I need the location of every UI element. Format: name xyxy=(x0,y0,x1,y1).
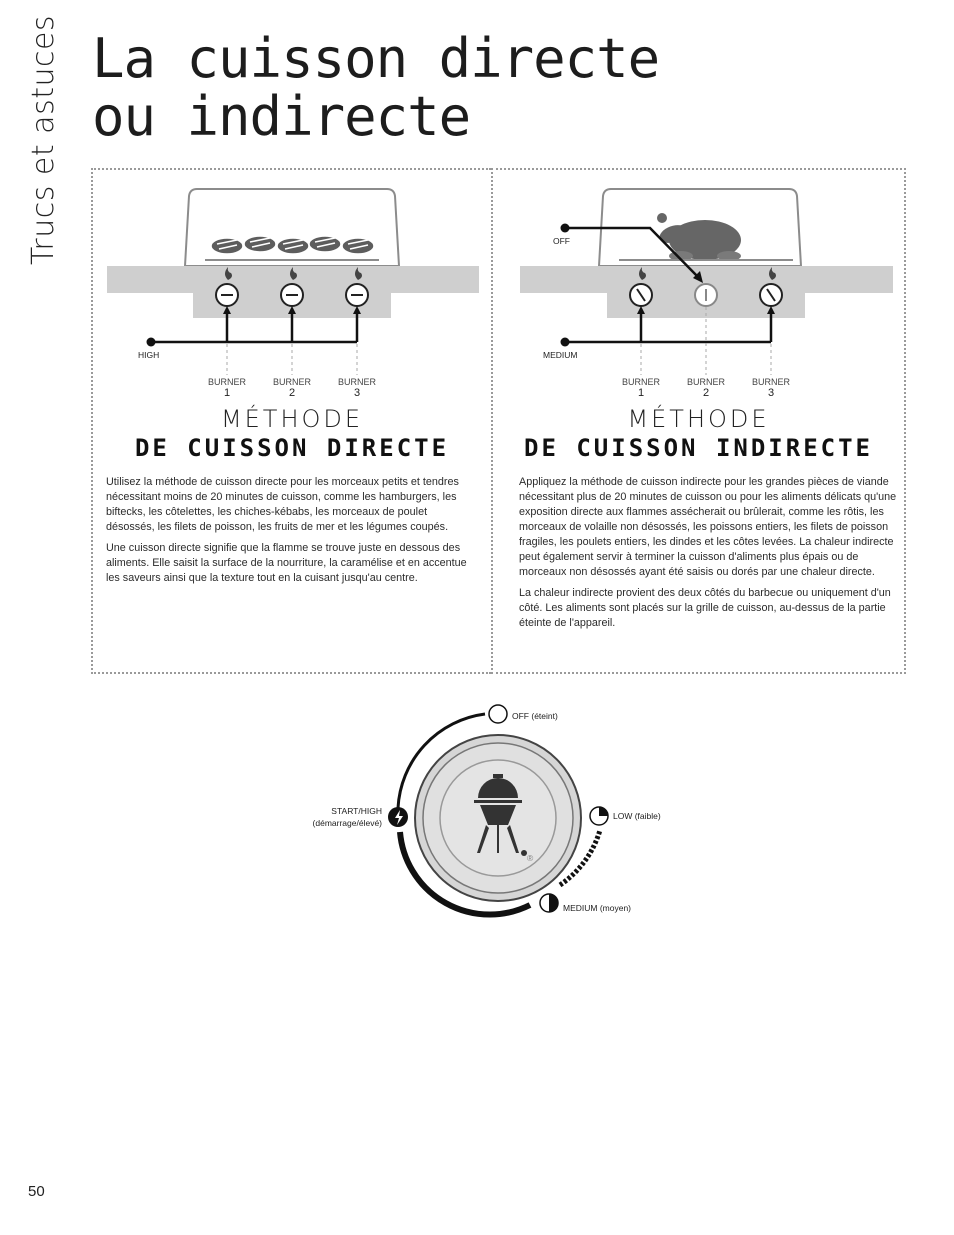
indirect-grill-illustration xyxy=(493,170,908,405)
indirect-method-heading: MÉTHODE DE CUISSON INDIRECTE xyxy=(524,405,873,462)
control-dial-diagram xyxy=(290,690,670,930)
high-label: HIGH xyxy=(138,350,160,360)
page-title-line-1: La cuisson directe xyxy=(92,27,660,90)
burner-1-label: BURNER 1 xyxy=(621,377,660,399)
page-title-line-2: ou indirecte xyxy=(92,85,471,148)
registered-mark: ® xyxy=(527,853,534,863)
direct-method-heading: MÉTHODE DE CUISSON DIRECTE xyxy=(134,405,450,462)
burner-1-label: BURNER 1 xyxy=(207,377,246,399)
indirect-cooking-panel xyxy=(491,168,906,674)
section-title: Trucs et astuces xyxy=(26,14,61,265)
page-number: 50 xyxy=(28,1183,45,1200)
indirect-description: Appliquez la méthode de cuisson indirecte pour les grandes pièces de viande nécessitant plus de 20 minutes de cuisson ou pour les aliments délicats qu'une exposition directe aux flammes assécherait ou brûlerait, comme les rôtis, les morceaux de volaille non désossés, les poissons entiers, les filets de poisson fragiles, les poulets entiers, les dindes et les côtes levées. La chaleur indirecte peut également servir à terminer la cuisson d'aliments plus épais ou de morceaux non désossés ayant été saisis ou dorés par une chaleur directe. La chaleur indirecte provient des deux côtés du barbecue ou uniquement d'un côté. Les aliments sont placés sur la grille de cuisson, au-dessus de la partie éteinte de l'appareil. xyxy=(519,476,897,629)
burner-3-label: BURNER 3 xyxy=(751,377,790,399)
page-title xyxy=(92,27,660,148)
direct-grill-illustration xyxy=(93,170,493,405)
medium-label: MEDIUM xyxy=(543,350,578,360)
low-setting-label: LOW (faible) xyxy=(613,811,661,821)
direct-cooking-panel xyxy=(91,168,491,674)
medium-setting-label: MEDIUM (moyen) xyxy=(563,903,632,913)
off-setting-label: OFF (éteint) xyxy=(512,711,558,721)
direct-description: Utilisez la méthode de cuisson directe pour les morceaux petits et tendres nécessitant moins de 20 minutes de cuisson, comme les hamburgers, les biftecks, les côtelettes, les chiches-kébabs, les morceaux de poulet désossés, les filets de poisson, les fruits de mer et les légumes coupés. Une cuisson directe signifie que la flamme se trouve juste en dessous des aliments. Elle saisit la surface de la nourriture, la caramélise et en accentue les saveurs ainsi que la texture tout en la cuisant jusqu'au centre. xyxy=(106,476,467,584)
burner-3-label: BURNER 3 xyxy=(337,377,376,399)
off-label: OFF xyxy=(553,236,570,246)
burner-2-label: BURNER 2 xyxy=(272,377,311,399)
burner-2-label: BURNER 2 xyxy=(686,377,725,399)
start-high-setting-label: START/HIGH (démarrage/élevé) xyxy=(312,806,382,828)
